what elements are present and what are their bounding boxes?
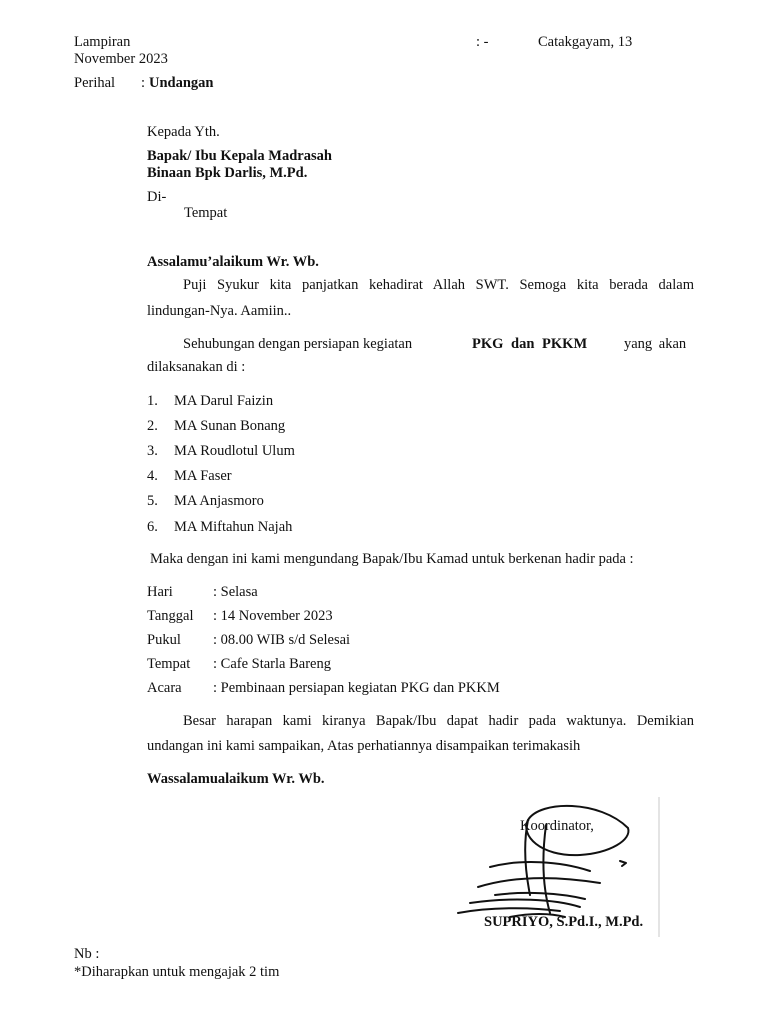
detail-label: Tanggal	[147, 608, 194, 624]
closing-line2: undangan ini kami sampaikan, Atas perhatiannya disampaikan terimakasih	[147, 738, 581, 754]
signatory-name: SUPRIYO, S.Pd.I., M.Pd.	[484, 914, 644, 930]
detail-label: Tempat	[147, 656, 191, 672]
signature-role: Koordinator,	[520, 818, 594, 834]
detail-value: : 14 November 2023	[213, 608, 333, 624]
list-text: MA Miftahun Najah	[174, 519, 293, 535]
place-date-line2: November 2023	[74, 51, 168, 67]
perihal-label: Perihal	[74, 75, 116, 91]
para2-line2: dilaksanakan di :	[147, 359, 246, 375]
detail-value: : Cafe Starla Bareng	[213, 656, 331, 672]
greeting: Assalamu’alaikum Wr. Wb.	[147, 254, 319, 270]
lampiran-value: : -	[476, 34, 489, 50]
closing-line1: Besar harapan kami kiranya Bapak/Ibu dapat hadir pada waktunya. Demikian	[183, 713, 694, 729]
farewell: Wassalamualaikum Wr. Wb.	[147, 771, 325, 787]
recipient-tempat: Tempat	[184, 205, 228, 221]
recipient-name-line2: Binaan Bpk Darlis, M.Pd.	[147, 165, 308, 181]
list-text: MA Roudlotul Ulum	[174, 443, 295, 459]
lampiran-label: Lampiran	[74, 34, 131, 50]
para2-bold: PKG dan PKKM	[472, 336, 588, 352]
nb-text: *Diharapkan untuk mengajak 2 tim	[74, 964, 280, 980]
detail-value: : 08.00 WIB s/d Selesai	[213, 632, 351, 648]
list-number: 3.	[147, 443, 158, 459]
list-number: 4.	[147, 468, 158, 484]
list-text: MA Anjasmoro	[174, 493, 264, 509]
para1-line2: lindungan-Nya. Aamiin..	[147, 303, 292, 319]
detail-label: Hari	[147, 584, 173, 600]
para2-pre: Sehubungan dengan persiapan kegiatan	[183, 336, 413, 352]
perihal-colon: :	[141, 75, 146, 91]
detail-label: Pukul	[147, 632, 181, 648]
list-text: MA Faser	[174, 468, 232, 484]
recipient-salutation: Kepada Yth.	[147, 124, 220, 140]
list-text: MA Sunan Bonang	[174, 418, 286, 434]
list-number: 1.	[147, 393, 158, 409]
recipient-name-line1: Bapak/ Ibu Kepala Madrasah	[147, 148, 332, 164]
list-number: 2.	[147, 418, 158, 434]
para1-line1: Puji Syukur kita panjatkan kehadirat Allah SWT. Semoga kita berada dalam	[183, 277, 694, 293]
detail-value: : Pembinaan persiapan kegiatan PKG dan PKKM	[213, 680, 500, 696]
list-number: 5.	[147, 493, 158, 509]
para2-post: yang akan	[624, 336, 687, 352]
nb-label: Nb :	[74, 946, 100, 962]
detail-value: : Selasa	[213, 584, 258, 600]
detail-label: Acara	[147, 680, 182, 696]
invite-line: Maka dengan ini kami mengundang Bapak/Ibu Kamad untuk berkenan hadir pada :	[150, 551, 634, 567]
perihal-value: Undangan	[149, 75, 214, 91]
place-date-line1: Catakgayam, 13	[538, 34, 633, 50]
list-text: MA Darul Faizin	[174, 393, 274, 409]
list-number: 6.	[147, 519, 158, 535]
recipient-di: Di-	[147, 189, 167, 205]
